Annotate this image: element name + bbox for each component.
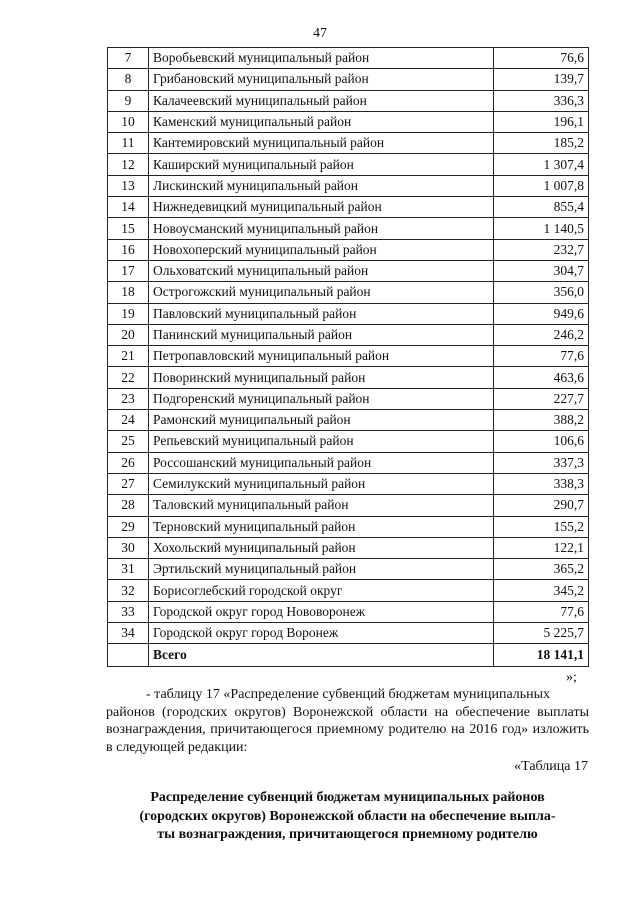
subvention-value: 185,2 bbox=[494, 133, 589, 154]
municipality-name: Острогожский муниципальный район bbox=[149, 282, 494, 303]
municipality-name: Таловский муниципальный район bbox=[149, 495, 494, 516]
municipality-name: Новоусманский муниципальный район bbox=[149, 218, 494, 239]
subvention-value: 356,0 bbox=[494, 282, 589, 303]
municipality-name: Репьевский муниципальный район bbox=[149, 431, 494, 452]
subvention-value: 5 225,7 bbox=[494, 623, 589, 644]
table-row bbox=[108, 431, 589, 452]
subvention-value: 227,7 bbox=[494, 388, 589, 409]
table-heading bbox=[106, 789, 589, 845]
table-row bbox=[108, 282, 589, 303]
paragraph-first-line: - таблицу 17 «Распределение субвенций бюджетам муниципальных bbox=[146, 687, 551, 702]
amendment-paragraph bbox=[106, 686, 589, 756]
row-number: 32 bbox=[108, 580, 149, 601]
subvention-value: 855,4 bbox=[494, 197, 589, 218]
municipality-name: Борисоглебский городской округ bbox=[149, 580, 494, 601]
row-number: 33 bbox=[108, 601, 149, 622]
subvention-value: 1 140,5 bbox=[494, 218, 589, 239]
row-number: 12 bbox=[108, 154, 149, 175]
subvention-value: 338,3 bbox=[494, 473, 589, 494]
subvention-value: 139,7 bbox=[494, 69, 589, 90]
row-number: 16 bbox=[108, 239, 149, 260]
subvention-value: 1 307,4 bbox=[494, 154, 589, 175]
row-number: 31 bbox=[108, 559, 149, 580]
table-body bbox=[108, 48, 589, 667]
subvention-value: 463,6 bbox=[494, 367, 589, 388]
municipality-name: Терновский муниципальный район bbox=[149, 516, 494, 537]
municipality-name: Хохольский муниципальный район bbox=[149, 537, 494, 558]
row-number: 23 bbox=[108, 388, 149, 409]
table-row bbox=[108, 133, 589, 154]
municipality-name: Каменский муниципальный район bbox=[149, 111, 494, 132]
subvention-value: 76,6 bbox=[494, 48, 589, 69]
table-row bbox=[108, 48, 589, 69]
table-row bbox=[108, 559, 589, 580]
row-number: 24 bbox=[108, 410, 149, 431]
total-value: 18 141,1 bbox=[494, 644, 589, 667]
subvention-value: 365,2 bbox=[494, 559, 589, 580]
subvention-value: 106,6 bbox=[494, 431, 589, 452]
municipality-name: Поворинский муниципальный район bbox=[149, 367, 494, 388]
row-number: 22 bbox=[108, 367, 149, 388]
subvention-value: 1 007,8 bbox=[494, 175, 589, 196]
table-row bbox=[108, 303, 589, 324]
table-row bbox=[108, 410, 589, 431]
subvention-value: 77,6 bbox=[494, 346, 589, 367]
row-number: 30 bbox=[108, 537, 149, 558]
paragraph-rest: районов (городских округов) Воронежской области на обеспечение выплаты вознаграждения, причитающегося приемному родителю на 2016 год» изложить в следующей редакции: bbox=[106, 704, 589, 755]
row-number: 27 bbox=[108, 473, 149, 494]
row-number: 20 bbox=[108, 324, 149, 345]
table-row bbox=[108, 197, 589, 218]
municipality-name: Нижнедевицкий муниципальный район bbox=[149, 197, 494, 218]
table-row bbox=[108, 601, 589, 622]
table-row bbox=[108, 324, 589, 345]
municipality-name: Лискинский муниципальный район bbox=[149, 175, 494, 196]
table-row bbox=[108, 388, 589, 409]
table-row bbox=[108, 623, 589, 644]
municipality-name: Павловский муниципальный район bbox=[149, 303, 494, 324]
row-number: 21 bbox=[108, 346, 149, 367]
municipality-name: Воробьевский муниципальный район bbox=[149, 48, 494, 69]
row-number: 18 bbox=[108, 282, 149, 303]
heading-line-2: (городских округов) Воронежской области на обеспечение выпла- bbox=[139, 808, 556, 824]
row-number: 8 bbox=[108, 69, 149, 90]
municipality-name: Кантемировский муниципальный район bbox=[149, 133, 494, 154]
closing-quote-mark: »; bbox=[566, 670, 577, 685]
table-row bbox=[108, 367, 589, 388]
municipality-name: Каширский муниципальный район bbox=[149, 154, 494, 175]
municipality-name: Эртильский муниципальный район bbox=[149, 559, 494, 580]
table-row bbox=[108, 239, 589, 260]
row-number: 11 bbox=[108, 133, 149, 154]
subvention-value: 196,1 bbox=[494, 111, 589, 132]
row-number: 13 bbox=[108, 175, 149, 196]
subvention-value: 337,3 bbox=[494, 452, 589, 473]
table-row bbox=[108, 452, 589, 473]
row-number: 15 bbox=[108, 218, 149, 239]
table-row bbox=[108, 260, 589, 281]
table-row bbox=[108, 90, 589, 111]
subvention-value: 77,6 bbox=[494, 601, 589, 622]
municipality-name: Новохоперский муниципальный район bbox=[149, 239, 494, 260]
municipality-name: Городской округ город Воронеж bbox=[149, 623, 494, 644]
table-row bbox=[108, 580, 589, 601]
table-row bbox=[108, 537, 589, 558]
municipality-name: Россошанский муниципальный район bbox=[149, 452, 494, 473]
subvention-value: 345,2 bbox=[494, 580, 589, 601]
row-number: 28 bbox=[108, 495, 149, 516]
subvention-value: 290,7 bbox=[494, 495, 589, 516]
row-number: 29 bbox=[108, 516, 149, 537]
total-label: Всего bbox=[149, 644, 494, 667]
subvention-value: 155,2 bbox=[494, 516, 589, 537]
row-number: 10 bbox=[108, 111, 149, 132]
subvention-value: 949,6 bbox=[494, 303, 589, 324]
table-row bbox=[108, 218, 589, 239]
row-number: 26 bbox=[108, 452, 149, 473]
subvention-value: 246,2 bbox=[494, 324, 589, 345]
total-number-cell bbox=[108, 644, 149, 667]
subvention-value: 122,1 bbox=[494, 537, 589, 558]
subvention-value: 388,2 bbox=[494, 410, 589, 431]
municipality-name: Панинский муниципальный район bbox=[149, 324, 494, 345]
row-number: 25 bbox=[108, 431, 149, 452]
municipality-name: Ольховатский муниципальный район bbox=[149, 260, 494, 281]
table-row bbox=[108, 495, 589, 516]
heading-line-3: ты вознаграждения, причитающегося приемному родителю bbox=[157, 827, 538, 842]
table-row bbox=[108, 154, 589, 175]
subvention-table bbox=[107, 47, 589, 667]
table-row bbox=[108, 473, 589, 494]
municipality-name: Городской округ город Нововоронеж bbox=[149, 601, 494, 622]
municipality-name: Рамонский муниципальный район bbox=[149, 410, 494, 431]
table-row bbox=[108, 111, 589, 132]
table-row bbox=[108, 346, 589, 367]
heading-line-1: Распределение субвенций бюджетам муниципальных районов bbox=[150, 790, 545, 805]
subvention-value: 232,7 bbox=[494, 239, 589, 260]
subvention-value: 304,7 bbox=[494, 260, 589, 281]
table-row bbox=[108, 69, 589, 90]
municipality-name: Подгоренский муниципальный район bbox=[149, 388, 494, 409]
municipality-name: Петропавловский муниципальный район bbox=[149, 346, 494, 367]
row-number: 34 bbox=[108, 623, 149, 644]
table-reference: «Таблица 17 bbox=[514, 759, 588, 774]
subvention-value: 336,3 bbox=[494, 90, 589, 111]
row-number: 19 bbox=[108, 303, 149, 324]
row-number: 17 bbox=[108, 260, 149, 281]
municipality-name: Грибановский муниципальный район bbox=[149, 69, 494, 90]
table-row bbox=[108, 175, 589, 196]
total-row bbox=[108, 644, 589, 667]
municipality-name: Калачеевский муниципальный район bbox=[149, 90, 494, 111]
page-number: 47 bbox=[313, 26, 327, 41]
row-number: 9 bbox=[108, 90, 149, 111]
municipality-name: Семилукский муниципальный район bbox=[149, 473, 494, 494]
row-number: 14 bbox=[108, 197, 149, 218]
row-number: 7 bbox=[108, 48, 149, 69]
table-row bbox=[108, 516, 589, 537]
